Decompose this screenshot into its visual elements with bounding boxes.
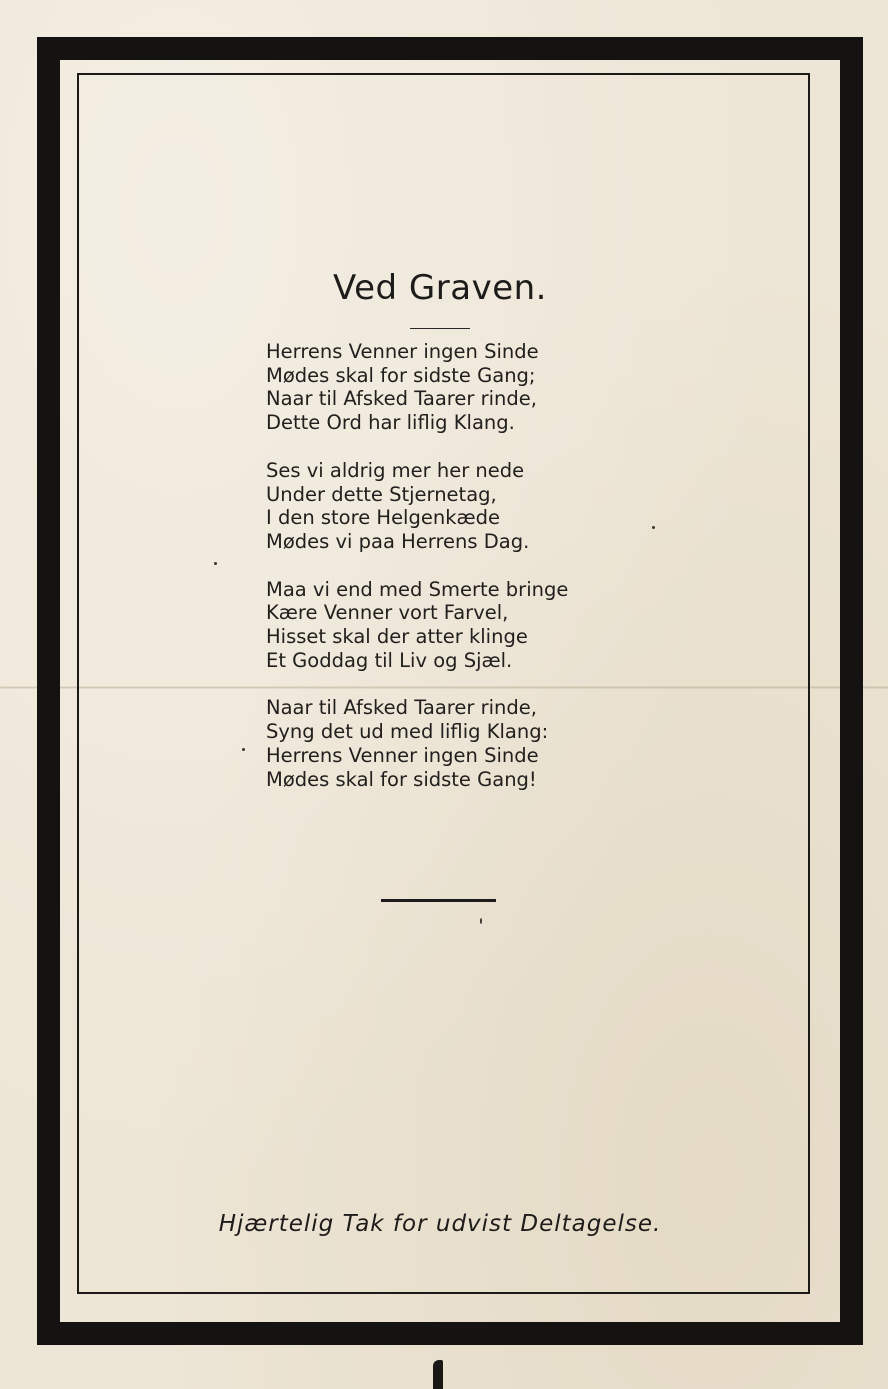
- poem-line: Herrens Venner ingen Sinde: [266, 743, 539, 767]
- paper-speck: [652, 526, 655, 529]
- poem-line: Mødes skal for sidste Gang;: [266, 363, 536, 387]
- stanza-4: [266, 696, 646, 791]
- poem-body: [266, 340, 646, 815]
- paper-speck: [242, 748, 245, 751]
- poem-line: I den store Helgenkæde: [266, 506, 501, 530]
- paper-speck: [214, 562, 217, 565]
- poem-line: Naar til Afsked Taarer rinde,: [266, 696, 537, 720]
- stanza-3: [266, 578, 646, 673]
- poem-line: Mødes vi paa Herrens Dag.: [266, 529, 530, 553]
- poem-line: Hisset skal der atter klinge: [266, 625, 528, 649]
- poem-line: Dette Ord har liflig Klang.: [266, 411, 515, 435]
- poem-line: Mødes skal for sidste Gang!: [266, 767, 537, 791]
- stanza-2: [266, 459, 646, 554]
- poem-line: Under dette Stjernetag,: [266, 482, 497, 506]
- ink-mark: [433, 1360, 443, 1389]
- thank-you-line: Hjærtelig Tak for udvist Deltagelse.: [218, 1211, 662, 1237]
- closing-divider: [381, 899, 496, 902]
- poem-line: Syng det ud med liflig Klang:: [266, 720, 549, 744]
- poem-line: Herrens Venner ingen Sinde: [266, 340, 539, 363]
- poem-line: Naar til Afsked Taarer rinde,: [266, 387, 537, 411]
- poem-line: Ses vi aldrig mer her nede: [266, 458, 525, 482]
- stanza-1: [266, 340, 646, 435]
- title-divider: [410, 328, 470, 329]
- poem-line: Maa vi end med Smerte bringe: [266, 577, 569, 601]
- paper-speck: [480, 918, 482, 924]
- poem-title: Ved Graven.: [333, 268, 547, 308]
- poem-line: Et Goddag til Liv og Sjæl.: [266, 648, 513, 672]
- poem-line: Kære Venner vort Farvel,: [266, 601, 509, 625]
